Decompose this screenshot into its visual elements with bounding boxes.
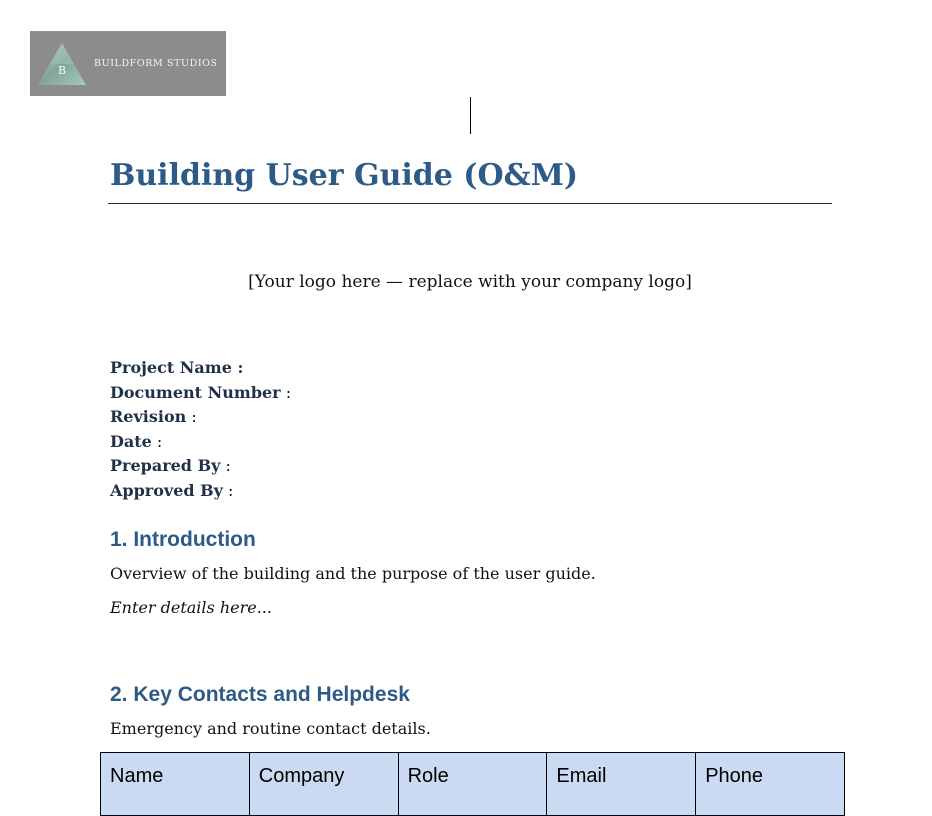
section-heading-introduction[interactable]: 1. Introduction: [110, 528, 256, 551]
contacts-table: [100, 752, 845, 816]
text-cursor: [470, 97, 471, 134]
document-metadata: [110, 356, 291, 503]
logo-brand-name: BUILDFORM STUDIOS: [94, 58, 218, 69]
meta-document-number[interactable]: Document Number :: [110, 382, 292, 402]
column-header-role[interactable]: Role: [398, 753, 547, 816]
meta-label: Prepared By: [110, 456, 221, 475]
column-header-name[interactable]: Name: [101, 753, 250, 816]
meta-project-name[interactable]: [110, 356, 291, 381]
introduction-placeholder[interactable]: Enter details here...: [110, 598, 272, 617]
document-title[interactable]: Building User Guide (O&M): [110, 158, 579, 193]
column-header-company[interactable]: Company: [249, 753, 398, 816]
logo-placeholder-text[interactable]: [Your logo here — replace with your company logo]: [248, 272, 692, 292]
meta-label: Approved By: [110, 480, 223, 500]
column-header-phone[interactable]: Phone: [696, 753, 845, 816]
table-header-row: [101, 753, 845, 816]
meta-label: Revision: [110, 407, 187, 426]
meta-label: Document Number: [110, 382, 281, 402]
title-divider: [108, 203, 832, 204]
meta-approved-by[interactable]: Approved By :: [110, 480, 234, 500]
meta-label: Project Name :: [110, 358, 244, 377]
company-logo: [30, 31, 226, 96]
introduction-text[interactable]: Overview of the building and the purpose of the user guide.: [110, 564, 596, 583]
meta-revision[interactable]: Revision :: [110, 407, 197, 426]
meta-label: Date: [110, 431, 152, 451]
column-header-email[interactable]: Email: [547, 753, 696, 816]
meta-prepared-by[interactable]: Prepared By :: [110, 456, 231, 475]
meta-date[interactable]: Date :: [110, 431, 163, 451]
section-heading-key-contacts[interactable]: 2. Key Contacts and Helpdesk: [110, 683, 410, 706]
key-contacts-text[interactable]: Emergency and routine contact details.: [110, 719, 431, 738]
logo-monogram: B: [57, 64, 67, 77]
triangle-logo-icon: [36, 41, 88, 87]
